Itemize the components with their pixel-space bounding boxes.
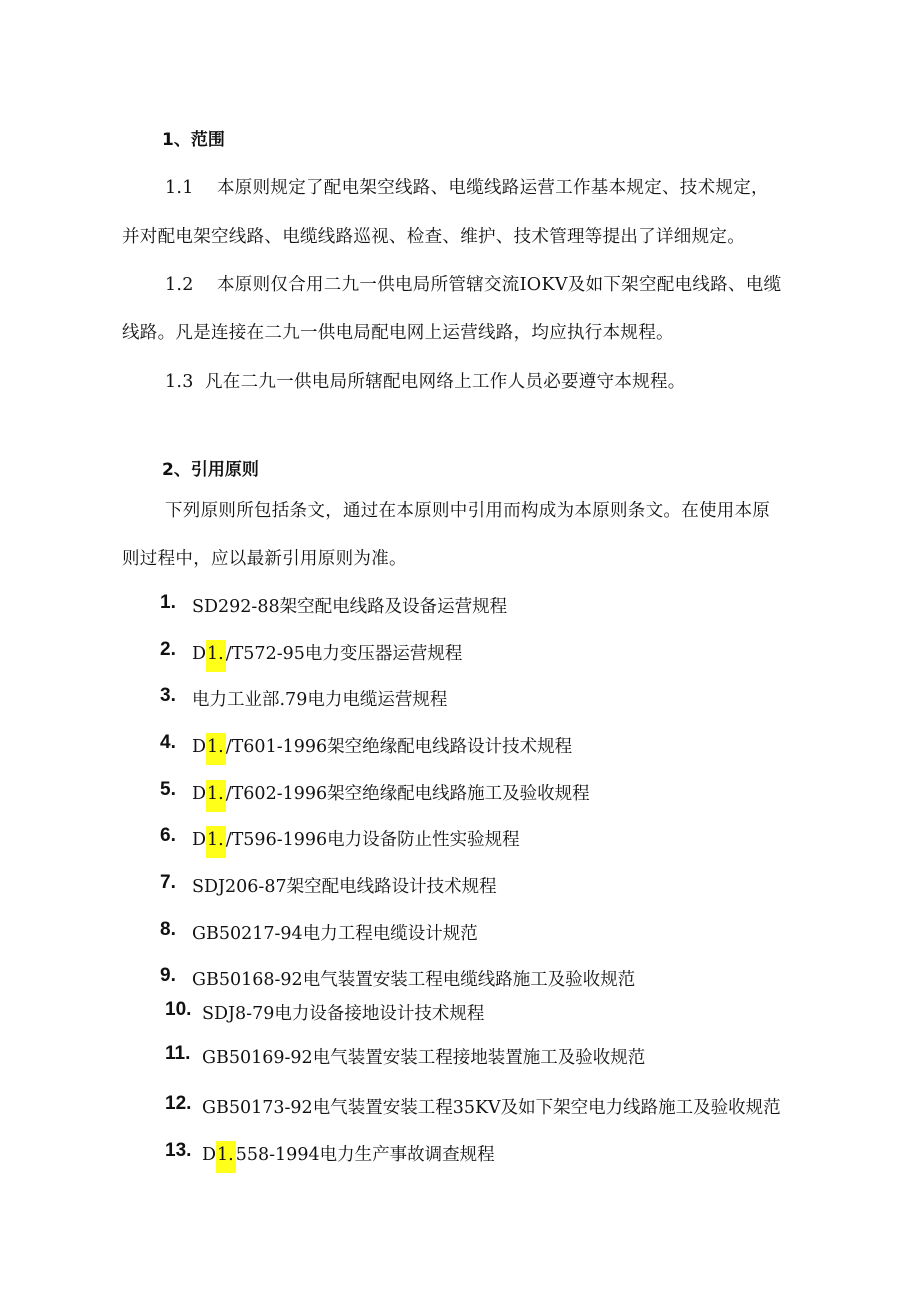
reference-prefix: D [192, 644, 207, 664]
clause-1-3-text1: 凡在二九一供电局所辖配电网络上工作人员必要遵守本规程。 [205, 372, 686, 392]
reference-prefix: D [192, 830, 207, 850]
reference-item [192, 593, 507, 618]
reference-prefix: D [202, 1145, 217, 1165]
section-2-intro-line1: 下列原则所包括条文，通过在本原则中引用而构成为本原则条文。在使用本原 [165, 501, 771, 521]
reference-item [192, 733, 572, 758]
highlighted-text: 1. [206, 826, 226, 858]
clause-1-2-number: 1.2 [165, 275, 194, 295]
highlighted-text: 1. [206, 733, 226, 765]
reference-number: 10. [165, 999, 192, 1020]
reference-title: GB50173-92电气装置安装工程35KV及如下架空电力线路施工及验收规范 [202, 1098, 781, 1118]
clause-1-2-line2: 线路。凡是连接在二九一供电局配电网上运营线路，均应执行本规程。 [122, 323, 674, 343]
clause-1-1-number: 1.1 [165, 178, 194, 198]
reference-number: 1. [160, 592, 176, 613]
highlighted-text: 1. [206, 780, 226, 812]
reference-title: 558-1994电力生产事故调查规程 [235, 1145, 495, 1165]
clause-1-3-line1 [165, 368, 686, 393]
reference-number: 11. [165, 1043, 191, 1064]
reference-item [192, 640, 462, 665]
reference-item [202, 1044, 645, 1069]
highlighted-text: 1. [216, 1141, 236, 1173]
highlighted-text: 1. [206, 640, 226, 672]
reference-item [202, 1000, 484, 1025]
reference-number: 5. [160, 779, 176, 800]
reference-title: /T572-95电力变压器运营规程 [225, 644, 463, 664]
reference-item [192, 780, 590, 805]
clause-1-2-text1: 本原则仅合用二九一供电局所管辖交流IOKV及如下架空配电线路、电缆 [217, 275, 782, 295]
reference-title: SDJ8-79电力设备接地设计技术规程 [202, 1004, 485, 1024]
clause-1-2-line1 [165, 271, 781, 296]
reference-item [192, 686, 447, 711]
reference-title: SDJ206-87架空配电线路设计技术规程 [192, 877, 497, 897]
reference-title: GB50217-94电力工程电缆设计规范 [192, 924, 478, 944]
reference-title: GB50169-92电气装置安装工程接地装置施工及验收规范 [202, 1048, 646, 1068]
reference-title: 电力工业部.79电力电缆运营规程 [192, 690, 448, 710]
clause-1-3-number: 1.3 [165, 372, 194, 392]
reference-item [192, 966, 635, 991]
reference-title: GB50168-92电气装置安装工程电缆线路施工及验收规范 [192, 970, 636, 990]
reference-title: /T596-1996电力设备防止性实验规程 [225, 830, 520, 850]
reference-title: /T602-1996架空绝缘配电线路施工及验收规程 [225, 784, 590, 804]
reference-prefix: D [192, 737, 207, 757]
reference-item [202, 1094, 781, 1119]
clause-1-1-text1: 本原则规定了配电架空线路、电缆线路运营工作基本规定、技术规定， [217, 178, 769, 198]
section-1-title: 1、范围 [162, 130, 225, 150]
reference-prefix: D [192, 784, 207, 804]
clause-1-1-line1 [165, 174, 769, 199]
reference-number: 13. [165, 1140, 192, 1161]
reference-number: 4. [160, 732, 176, 753]
reference-title: SD292-88架空配电线路及设备运营规程 [192, 597, 508, 617]
reference-item [192, 920, 478, 945]
reference-number: 7. [160, 872, 176, 893]
clause-1-1-line2: 并对配电架空线路、电缆线路巡视、检查、维护、技术管理等提出了详细规定。 [122, 227, 745, 247]
reference-number: 12. [165, 1093, 192, 1114]
reference-number: 6. [160, 825, 176, 846]
reference-item [192, 826, 520, 851]
reference-item [192, 873, 497, 898]
reference-number: 3. [160, 685, 176, 706]
section-2-title: 2、引用原则 [162, 460, 259, 480]
section-2-intro-line2: 则过程中，应以最新引用原则为准。 [122, 549, 407, 569]
reference-number: 9. [160, 965, 176, 986]
reference-number: 8. [160, 919, 176, 940]
reference-title: /T601-1996架空绝缘配电线路设计技术规程 [225, 737, 573, 757]
reference-item [202, 1141, 495, 1166]
reference-number: 2. [160, 639, 176, 660]
